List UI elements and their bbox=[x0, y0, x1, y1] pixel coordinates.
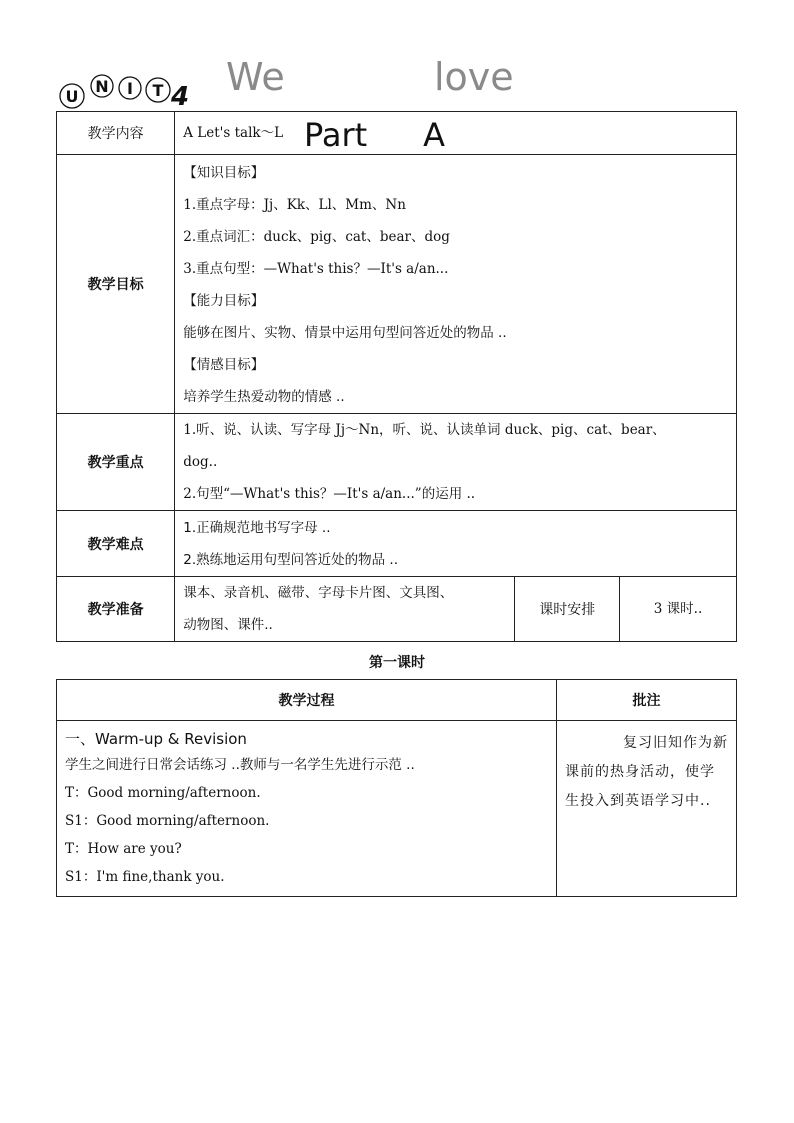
focus-cell bbox=[175, 414, 737, 511]
notes-cell bbox=[557, 721, 737, 897]
content-label: 教学内容 bbox=[57, 112, 175, 155]
unit-letter-t: T bbox=[152, 81, 164, 100]
note-line: 生投入到英语学习中.. bbox=[565, 793, 711, 809]
content-value: A Let's talk～L bbox=[175, 112, 737, 155]
process-line: T：How are you? bbox=[65, 841, 182, 857]
teaching-process-table bbox=[56, 679, 737, 897]
unit-letter-u: U bbox=[65, 87, 79, 106]
unit-4-logo bbox=[56, 70, 196, 112]
focus-label: 教学重点 bbox=[57, 414, 175, 511]
notes-header: 批注 bbox=[557, 680, 737, 721]
difficulty-label: 教学难点 bbox=[57, 511, 175, 577]
unit-letter-i: I bbox=[127, 79, 133, 98]
focus-line: 1.听、说、认读、写字母 Jj～Nn，听、说、认读单词 duck、pig、cat、bear、 bbox=[183, 422, 666, 438]
process-cell bbox=[57, 721, 557, 897]
prep-line: 动物图、课件.. bbox=[183, 617, 273, 633]
process-line: S1：I'm fine,thank you. bbox=[65, 869, 225, 885]
schedule-label: 课时安排 bbox=[515, 577, 620, 642]
prep-line: 课本、录音机、磁带、字母卡片图、文具图、 bbox=[183, 585, 454, 601]
goals-line: 3.重点句型：—What's this？—It's a/an... bbox=[183, 261, 449, 277]
goals-line: 培养学生热爱动物的情感 .. bbox=[183, 389, 345, 405]
title-word-love: love bbox=[430, 58, 518, 96]
focus-line: dog.. bbox=[183, 454, 218, 470]
difficulty-line: 2.熟练地运用句型问答近处的物品 .. bbox=[183, 551, 399, 568]
title-part-a bbox=[296, 116, 453, 154]
note-line: 复习旧知作为新 bbox=[623, 735, 728, 751]
goals-line: 能够在图片、实物、情景中运用句型问答近处的物品 .. bbox=[183, 325, 507, 341]
goals-line: 【知识目标】 bbox=[183, 165, 265, 181]
process-header: 教学过程 bbox=[57, 680, 557, 721]
prep-label: 教学准备 bbox=[57, 577, 175, 642]
goals-line: 【能力目标】 bbox=[183, 293, 265, 309]
note-line: 课前的热身活动，使学 bbox=[565, 764, 715, 780]
unit-letter-n: N bbox=[95, 77, 109, 96]
prep-cell bbox=[175, 577, 515, 642]
focus-line: 2.句型“—What's this？—It's a/an...”的运用 .. bbox=[183, 486, 476, 502]
title-word-we: We bbox=[222, 58, 289, 96]
goals-label: 教学目标 bbox=[57, 155, 175, 414]
section-title: 一、Warm-up & Revision bbox=[65, 730, 247, 748]
difficulty-cell bbox=[175, 511, 737, 577]
schedule-value: 3 课时.. bbox=[620, 577, 737, 642]
goals-line: 2.重点词汇：duck、pig、cat、bear、dog bbox=[183, 229, 450, 245]
goals-cell bbox=[175, 155, 737, 414]
process-line: S1：Good morning/afternoon. bbox=[65, 813, 270, 829]
unit-number: 4 bbox=[170, 82, 190, 112]
lesson-subtitle: 第一课时 bbox=[369, 655, 425, 671]
goals-line: 1.重点字母：Jj、Kk、Ll、Mm、Nn bbox=[183, 197, 406, 213]
title-part-letter: A bbox=[423, 116, 446, 154]
process-line: T：Good morning/afternoon. bbox=[65, 785, 261, 801]
title-part-word: Part bbox=[304, 116, 368, 154]
process-line: 学生之间进行日常会话练习 ..教师与一名学生先进行示范 .. bbox=[65, 757, 415, 773]
difficulty-line: 1.正确规范地书写字母 .. bbox=[183, 519, 331, 536]
goals-line: 【情感目标】 bbox=[183, 357, 265, 373]
lesson-plan-table bbox=[56, 111, 737, 642]
